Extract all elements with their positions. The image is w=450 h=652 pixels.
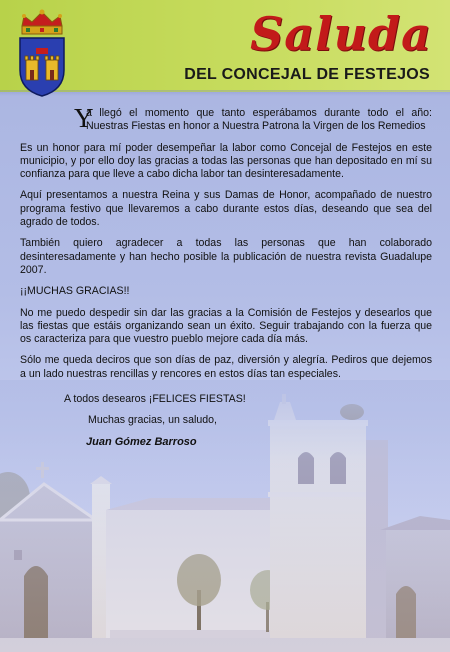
letter-body (20, 103, 432, 457)
paragraph-commission: No me puedo despedir sin dar las gracias a la Comisión de Festejos y desearlos que las fiestas que estáis organizando sean un éxito. Seguir trabajando con la fuerza que os caracteriza para que vuestro pueblo mejore cada día más. (20, 306, 432, 346)
page-subtitle: DEL CONCEJAL DE FESTEJOS (184, 66, 430, 83)
farewell-block (20, 393, 432, 449)
intro-text: a llegó el momento que tanto esperábamos durante todo el año: Nuestras Fiestas en honor a Nuestra Patrona la Virgen de los Remedios (86, 107, 432, 133)
closing-line: A todos desearos ¡FELICES FIESTAS! (64, 393, 246, 406)
coat-of-arms-icon (14, 8, 70, 98)
paragraph-gracias: ¡¡MUCHAS GRACIAS!! (20, 285, 130, 298)
signature: Juan Gómez Barroso (86, 435, 197, 448)
drop-cap: Y (74, 103, 94, 133)
paragraph-peace: Sólo me queda deciros que son días de paz, diversión y alegría. Pediros que dejemos a un lado nuestras rencillas y rencores en estos días tan especiales. (20, 354, 432, 380)
paragraph-queen: Aquí presentamos a nuestra Reina y sus Damas de Honor, acompañado de nuestro programa festivo que llevaremos a cabo durante estos días, deseando que sea del agrado de todos. (20, 189, 432, 229)
page-title: Saluda (250, 7, 432, 61)
intro-paragraph (20, 103, 432, 134)
paragraph-thanks: También quiero agradecer a todas las personas que han colaborado desinteresadamente y han hecho posible la publicación de nuestra revista Guadalupe 2007. (20, 237, 432, 276)
paragraph-honor: Es un honor para mí poder desempeñar la labor como Concejal de Festejos en este municipio, y por ello doy las gracias a todas las personas que han depositado en mí su confianza para que lleve a cabo dicha labor tan desinteresadamente. (20, 141, 432, 181)
greeting-line: Muchas gracias, un saludo, (88, 414, 217, 427)
